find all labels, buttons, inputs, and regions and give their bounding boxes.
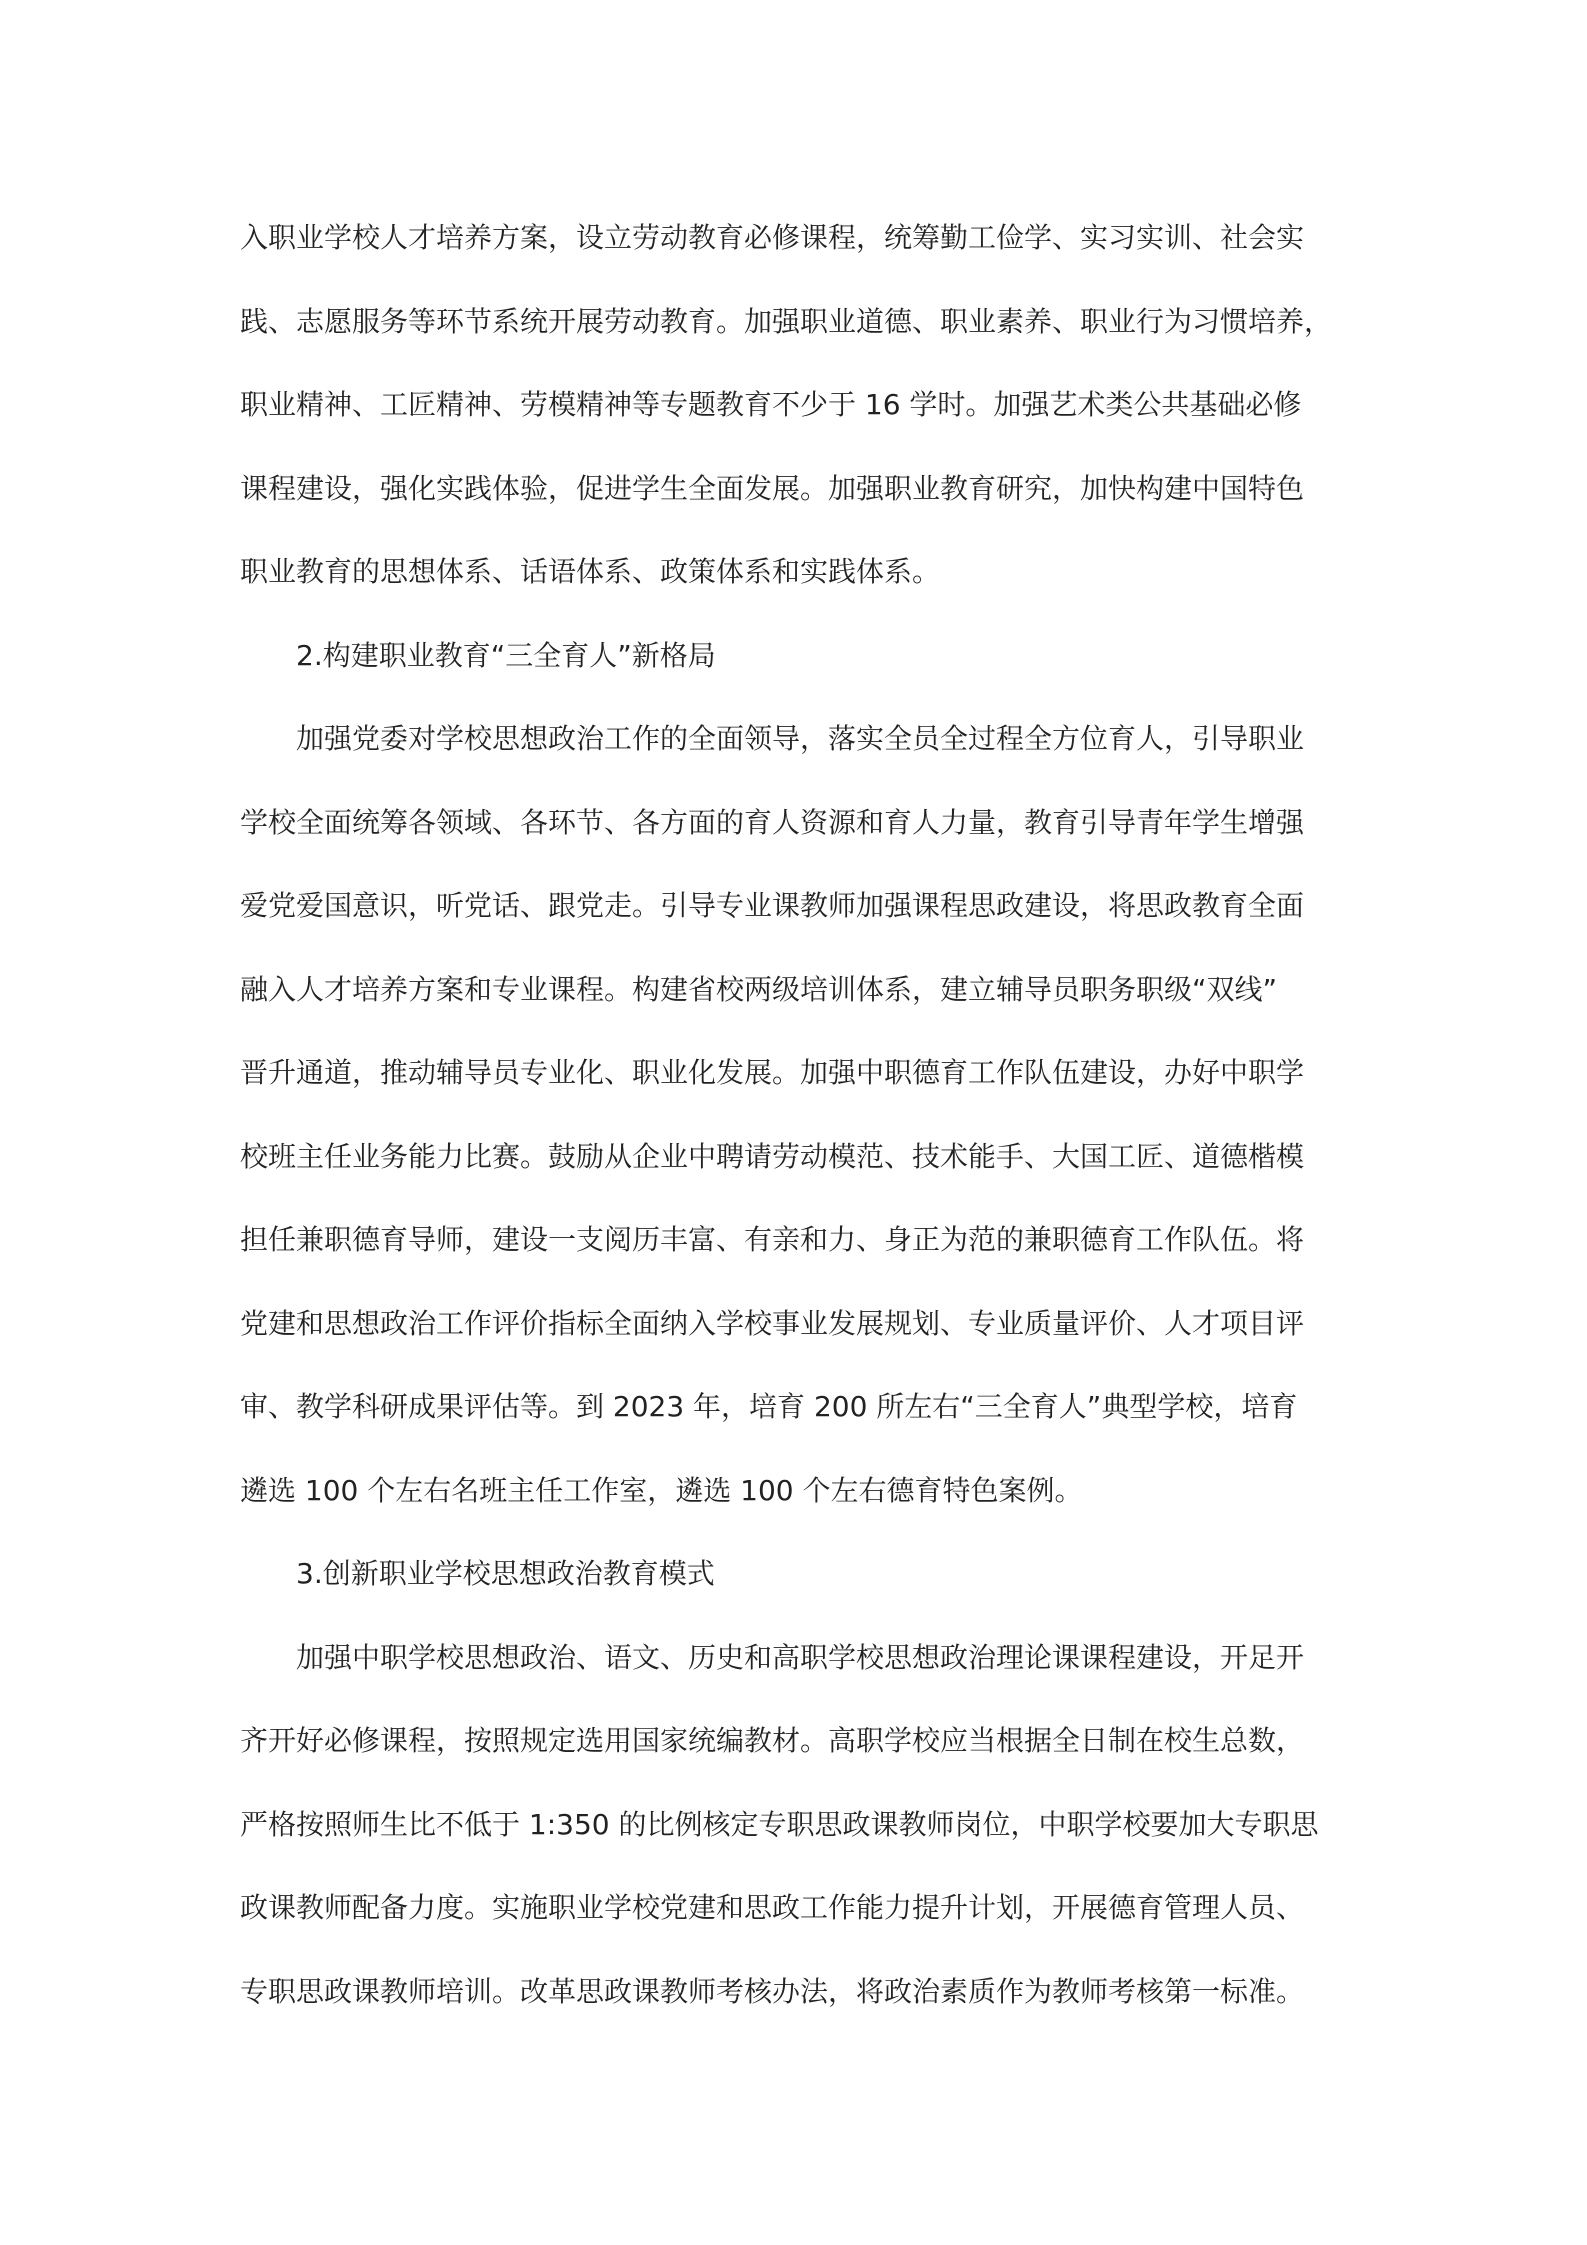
text-line: 审、教学科研成果评估等。到 2023 年，培育 200 所左右“三全育人”典型学校，培育 <box>240 1390 1298 1423</box>
text-line: 入职业学校人才培养方案，设立劳动教育必修课程，统筹勤工俭学、实习实训、社会实 <box>240 221 1305 254</box>
text-line: 2.构建职业教育“三全育人”新格局 <box>296 638 716 672</box>
text-line: 践、志愿服务等环节系统开展劳动教育。加强职业道德、职业素养、职业行为习惯培养， <box>240 304 1333 338</box>
text-line: 爱党爱国意识，听党话、跟党走。引导专业课教师加强课程思政建设，将思政教育全面 <box>240 889 1305 922</box>
text-line: 担任兼职德育导师，建设一支阅历丰富、有亲和力、身正为范的兼职德育工作队伍。将 <box>240 1223 1305 1256</box>
text-line: 校班主任业务能力比赛。鼓励从企业中聘请劳动模范、技术能手、大国工匠、道德楷模 <box>240 1139 1305 1173</box>
text-line: 专职思政课教师培训。改革思政课教师考核办法，将政治素质作为教师考核第一标准。 <box>240 1974 1305 2008</box>
text-line: 晋升通道，推动辅导员专业化、职业化发展。加强中职德育工作队伍建设，办好中职学 <box>240 1056 1305 1089</box>
text-line: 职业精神、工匠精神、劳模精神等专题教育不少于 16 学时。加强艺术类公共基础必修 <box>240 388 1302 421</box>
text-line: 党建和思想政治工作评价指标全面纳入学校事业发展规划、专业质量评价、人才项目评 <box>240 1306 1305 1340</box>
text-line: 加强中职学校思想政治、语文、历史和高职学校思想政治理论课课程建设，开足开 <box>296 1640 1305 1674</box>
text-line: 齐开好必修课程，按照规定选用国家统编教材。高职学校应当根据全日制在校生总数， <box>240 1724 1305 1757</box>
text-line: 课程建设，强化实践体验，促进学生全面发展。加强职业教育研究，加快构建中国特色 <box>240 471 1305 505</box>
text-line: 政课教师配备力度。实施职业学校党建和思政工作能力提升计划，开展德育管理人员、 <box>240 1891 1305 1924</box>
text-line: 遴选 100 个左右名班主任工作室，遴选 100 个左右德育特色案例。 <box>240 1473 1083 1507</box>
text-line: 严格按照师生比不低于 1:350 的比例核定专职思政课教师岗位，中职学校要加大专职思 <box>240 1807 1319 1841</box>
text-line: 职业教育的思想体系、话语体系、政策体系和实践体系。 <box>240 555 941 588</box>
document-body <box>240 196 1350 2033</box>
text-line: 融入人才培养方案和专业课程。构建省校两级培训体系，建立辅导员职务职级“双线” <box>240 972 1278 1006</box>
text-line: 3.创新职业学校思想政治教育模式 <box>296 1557 715 1590</box>
text-line: 学校全面统筹各领域、各环节、各方面的育人资源和育人力量，教育引导青年学生增强 <box>240 805 1305 839</box>
text-line: 加强党委对学校思想政治工作的全面领导，落实全员全过程全方位育人，引导职业 <box>296 722 1305 755</box>
